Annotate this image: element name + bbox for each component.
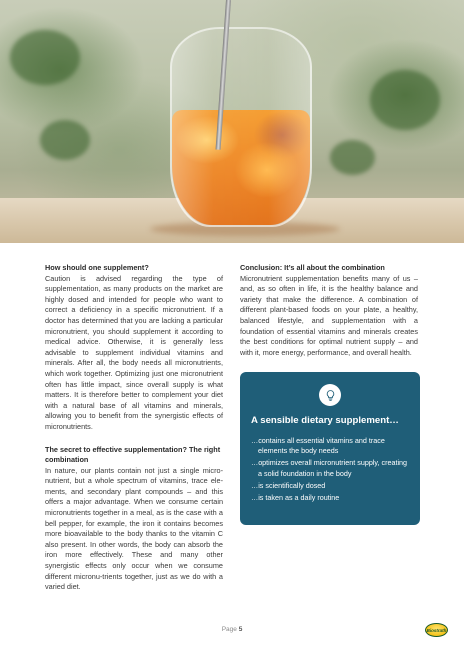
page-number bbox=[0, 626, 464, 633]
info-box-list bbox=[251, 436, 411, 505]
brand-logo-text: Biostrath bbox=[426, 627, 447, 633]
list-item: …is scientifically dosed bbox=[251, 480, 326, 490]
list-item: …optimizes overall micronutrient supply, creating a solid foundation in the body bbox=[251, 458, 408, 478]
lightbulb-icon bbox=[319, 384, 341, 406]
page-label: Page bbox=[221, 626, 237, 633]
brand-logo bbox=[425, 623, 448, 637]
page-number-value: 5 bbox=[238, 626, 243, 633]
conclusion-heading: Conclusion: It’s all about the combination bbox=[240, 263, 385, 272]
section-body-supplement: Caution is advised regarding the type of supplementation, as many products on the market are highly dosed and intended for people who want to correct a deficiency in a specific micronutrient. If a doctor has determined that you are lacking a particular micronutrient, you should supplement it according to medical advice. Otherwise, it is generally less advisable to supplement individual vitamins and minerals. After all, the body needs all micronutrients, which work together. Optimizing just one micronutrient often has little impact, since overall supply is what matters. It is therefore better to complement your diet with a natural base of all vitamins and minerals, allowing you to benefit from the synergistic effects of micronutrients. bbox=[45, 273, 223, 431]
right-column bbox=[240, 263, 418, 358]
section-heading-combination: The secret to effective supplementation? The right combination bbox=[45, 444, 221, 465]
left-column bbox=[45, 263, 223, 593]
list-item: …contains all essential vitamins and trace elements the body needs bbox=[251, 436, 385, 456]
foliage-right-lower bbox=[330, 140, 375, 175]
drinking-glass bbox=[170, 27, 312, 227]
section-heading-supplement: How should one supplement? bbox=[45, 263, 149, 272]
hero-photo bbox=[0, 0, 464, 243]
conclusion-body: Micronutrient supplementation benefits many of us – and, as so often in life, it is the healthy balance and variety that make the difference. A combination of different plant-based foods on your plate, a healthy, balanced lifestyle, and supplementation with a foundation of essential vitamins and minerals creates the best conditions for optimal nutrient supply – and with it, more energy, performance, and overall health. bbox=[240, 273, 418, 357]
info-box bbox=[240, 372, 420, 525]
foliage-left bbox=[10, 30, 80, 85]
foliage-right bbox=[370, 70, 440, 130]
foliage-left-lower bbox=[40, 120, 90, 160]
list-item: …is taken as a daily routine bbox=[251, 493, 340, 503]
info-box-title: A sensible dietary supplement… bbox=[251, 415, 399, 426]
section-body-combination: In nature, our plants contain not just a single micro-nutrient, but a whole spectrum of vitamins, trace ele-ments, and secondary plant compounds – and this offers a major advantage. When we consume certain micronutrients together in a meal, as is the case with a bell pepper, for example, the iron it contains becomes more bioavailable to the body thanks to the vitamin C also present. In other words, the body can absorb the iron more effectively. These and many other synergistic effects only occur when we consume different micronu-trients together, just as we do with a varied diet. bbox=[45, 465, 223, 592]
